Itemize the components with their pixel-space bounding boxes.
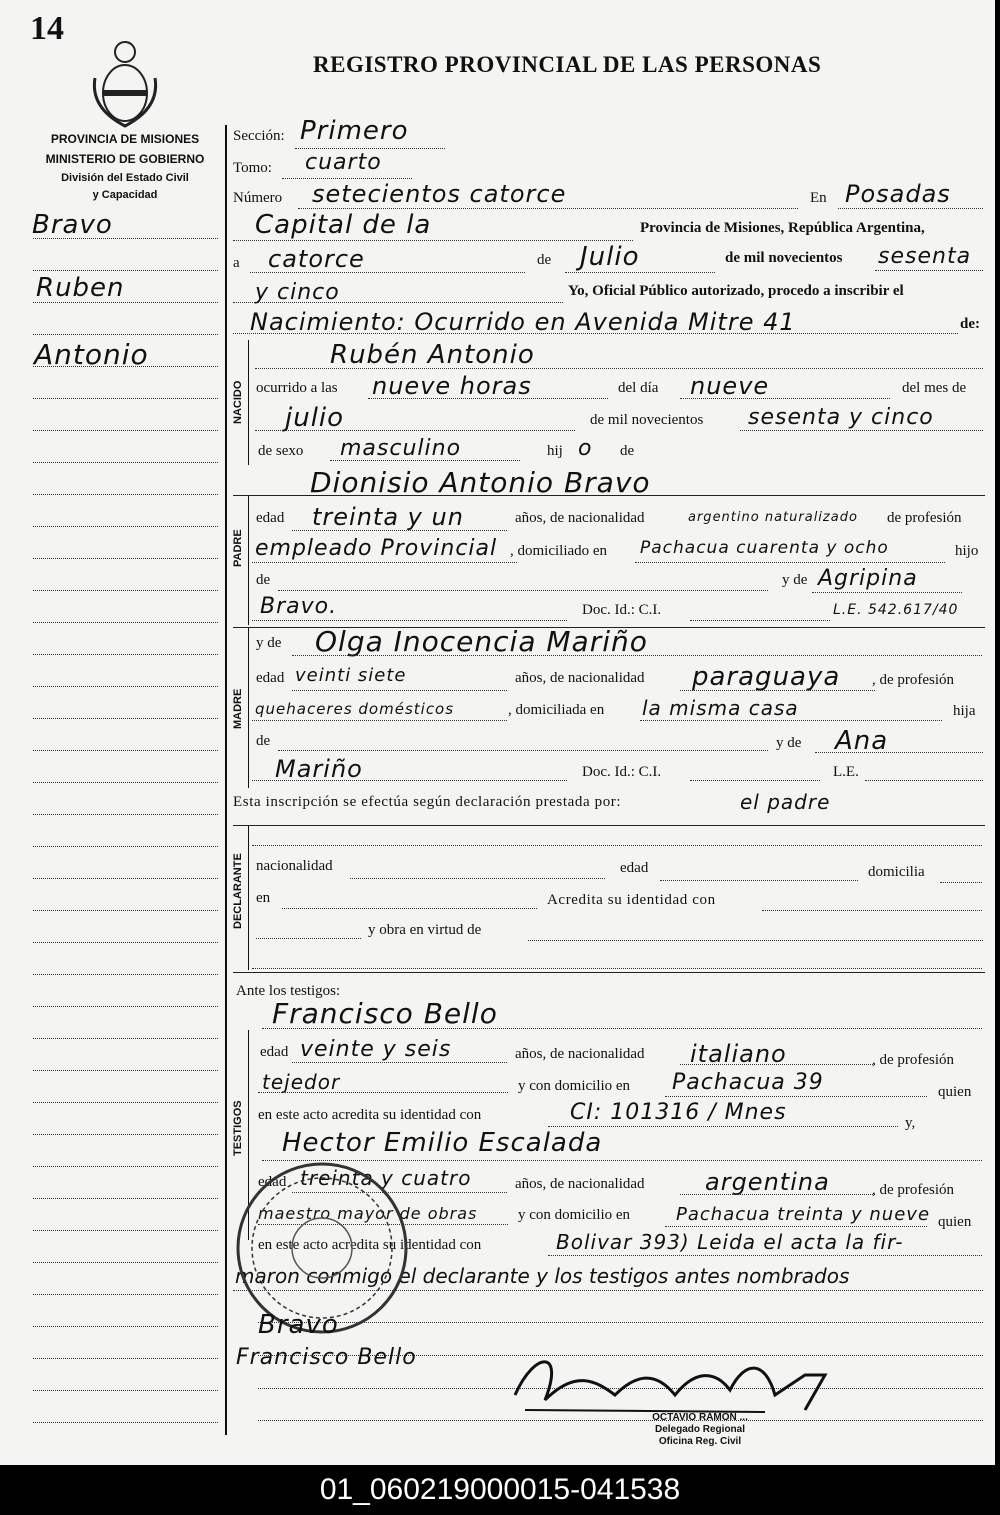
margin-rule-line — [33, 686, 218, 687]
margin-rule-line — [33, 430, 218, 431]
column-divider — [225, 125, 227, 1435]
nacido-dia: nueve — [690, 372, 770, 400]
provincia-text: Provincia de Misiones, República Argentina, — [640, 220, 925, 236]
de-label: de — [537, 252, 552, 268]
padre-dom-label: , domiciliado en — [510, 543, 608, 559]
testigo1-nac: italiano — [690, 1040, 787, 1068]
sexo-value: masculino — [340, 436, 462, 461]
margin-rule-line — [33, 846, 218, 847]
margin-rule-line — [33, 462, 218, 463]
margin-rule-line — [33, 334, 218, 335]
margin-rule-line — [33, 718, 218, 719]
numero-value: setecientos catorce — [312, 180, 567, 208]
testigo1-id: CI: 101316 / Mnes — [570, 1100, 787, 1125]
margin-rule-line — [33, 398, 218, 399]
declarante-divider — [248, 825, 249, 970]
stamp-line-1: OCTAVIO RAMON ... — [652, 1412, 748, 1423]
margin-rule-line — [33, 1134, 218, 1135]
mil-label: de mil novecientos — [725, 250, 843, 266]
seccion-label: Sección: — [233, 128, 285, 144]
margin-rule-line — [33, 782, 218, 783]
margin-rule-line — [33, 1102, 218, 1103]
page-number: 14 — [30, 10, 64, 47]
margin-rule-line — [33, 1070, 218, 1071]
stamp-line-3: Oficina Reg. Civil — [658, 1436, 742, 1447]
padre-doc-label: Doc. Id.: C.I. — [582, 602, 662, 618]
padre-yde-label: y de — [782, 572, 808, 588]
capital-value: Capital de la — [255, 210, 432, 240]
padre-apellido: Bravo. — [260, 594, 338, 619]
issuer-ministry: MINISTERIO DE GOBIERNO — [45, 152, 205, 166]
a-label: a — [233, 255, 240, 271]
margin-surname: Bravo — [32, 210, 113, 240]
en-value: Posadas — [845, 180, 951, 208]
madre-de-label: de — [256, 733, 271, 749]
margin-rule-line — [33, 750, 218, 751]
padre-le: L.E. 542.617/40 — [833, 602, 959, 618]
de-colon: de: — [960, 316, 980, 332]
testigo2-acredita-label: en este acto acredita su identidad con — [258, 1237, 482, 1253]
document-title: REGISTRO PROVINCIAL DE LAS PERSONAS — [313, 52, 822, 77]
nacido-mes: julio — [285, 403, 345, 433]
madre-edad-label: edad — [256, 670, 285, 686]
anio-cont: y cinco — [255, 280, 340, 305]
margin-rule-line — [33, 622, 218, 623]
madre-nombre: Olga Inocencia Mariño — [315, 625, 648, 658]
margin-rule-line — [33, 1166, 218, 1167]
padre-edad-label: edad — [256, 510, 285, 526]
madre-divider — [248, 628, 249, 788]
padre-nac: argentino naturalizado — [688, 510, 858, 525]
declarante-dom-label: domicilia — [868, 864, 925, 880]
testigo1-prof: tejedor — [262, 1070, 341, 1094]
ocurrido-label: ocurrido a las — [256, 380, 338, 396]
testigo2-edad: treinta y cuatro — [300, 1166, 472, 1190]
margin-rule-line — [33, 1326, 218, 1327]
padre-madre-nombre: Agripina — [818, 566, 918, 591]
testigo1-quien-label: quien — [938, 1084, 972, 1100]
madre-nac-label: años, de nacionalidad — [515, 670, 645, 686]
padre-divider — [248, 495, 249, 625]
margin-rule-line — [33, 526, 218, 527]
en-label: En — [810, 190, 827, 206]
del-mes-label: del mes de — [902, 380, 967, 396]
padre-dom: Pachacua cuarenta y ocho — [640, 538, 889, 558]
testigo1-nac-label: años, de nacionalidad — [515, 1046, 645, 1062]
padre-de-label: de — [256, 572, 271, 588]
official-stamp — [600, 1412, 800, 1448]
stamp-line-2: Delegado Regional — [654, 1424, 745, 1435]
numero-label: Número — [233, 190, 283, 206]
sexo-label: de sexo — [258, 443, 304, 459]
issuer-division: División del Estado Civil — [61, 172, 189, 184]
madre-hija-label: hija — [953, 703, 976, 719]
section-nacido: NACIDO — [232, 380, 244, 424]
declarante-obra-label: y obra en virtud de — [368, 922, 482, 938]
margin-rule-line — [33, 878, 218, 879]
margin-rule-line — [33, 910, 218, 911]
testigo2-quien-label: quien — [938, 1214, 972, 1230]
margin-rule-line — [33, 814, 218, 815]
madre-nac: paraguaya — [692, 662, 841, 692]
padre-prof-label: de profesión — [887, 510, 962, 526]
cierre-text: maron conmigo el declarante y los testigos antes nombrados — [235, 1264, 850, 1288]
section-padre: PADRE — [232, 529, 244, 567]
testigo1-nombre: Francisco Bello — [272, 997, 498, 1030]
margin-rule-line — [33, 654, 218, 655]
margin-rule-line — [33, 1262, 218, 1263]
nacido-anio: sesenta y cinco — [748, 405, 934, 430]
section-declarante: DECLARANTE — [232, 853, 244, 929]
margin-rule-line — [33, 974, 218, 975]
madre-dom-label: , domiciliada en — [508, 702, 605, 718]
hora-value: nueve horas — [372, 372, 532, 400]
testigo2-nac-label: años, de nacionalidad — [515, 1176, 645, 1192]
tomo-value: cuarto — [305, 150, 382, 175]
madre-dom: la misma casa — [642, 696, 799, 720]
margin-rule-line — [33, 1198, 218, 1199]
anio-value: sesenta — [878, 244, 972, 269]
testigos-label: Ante los testigos: — [236, 983, 341, 999]
nacido-nombre: Rubén Antonio — [330, 340, 535, 370]
padre-hijo-label: hijo — [955, 543, 979, 559]
margin-middle-name: Antonio — [34, 338, 149, 371]
coat-of-arms-icon — [90, 38, 160, 128]
issuer-capacity: y Capacidad — [92, 189, 158, 201]
margin-rule-line — [33, 590, 218, 591]
issuer-province: PROVINCIA DE MISIONES — [50, 132, 200, 146]
hij-label: hij — [547, 443, 563, 459]
testigo2-id: Bolivar 393) Leida el acta la fir- — [556, 1230, 904, 1254]
acto-value: Nacimiento: Ocurrido en Avenida Mitre 41 — [250, 308, 796, 336]
section-testigos: TESTIGOS — [232, 1100, 244, 1156]
issuer-block — [20, 129, 230, 203]
testigo2-nac: argentina — [705, 1168, 830, 1196]
madre-prof: quehaceres domésticos — [255, 700, 455, 718]
official-signature-icon — [505, 1340, 835, 1420]
seccion-value: Primero — [300, 116, 409, 146]
padre-nac-label: años, de nacionalidad — [515, 510, 645, 526]
margin-rule-line — [33, 942, 218, 943]
madre-apellido: Mariño — [275, 755, 363, 783]
padre-nombre: Dionisio Antonio Bravo — [310, 466, 651, 499]
madre-le-label: L.E. — [833, 764, 859, 780]
margin-rule-line — [33, 270, 218, 271]
madre-yde-label: y de — [256, 635, 282, 651]
signature-bravo: Bravo — [258, 1310, 339, 1340]
testigo2-prof: maestro mayor de obras — [258, 1204, 478, 1223]
testigo1-acredita-label: en este acto acredita su identidad con — [258, 1107, 482, 1123]
testigo1-dom-label: y con domicilio en — [518, 1078, 631, 1094]
testigo1-dom: Pachacua 39 — [672, 1070, 824, 1095]
testigo1-y-label: y, — [905, 1115, 916, 1131]
dia-value: catorce — [268, 245, 365, 273]
madre-doc-label: Doc. Id.: C.I. — [582, 764, 662, 780]
document-id-footer: 01_060219000015-041538 — [0, 1465, 1000, 1515]
margin-rule-line — [33, 1358, 218, 1359]
margin-rule-line — [33, 494, 218, 495]
padre-prof: empleado Provincial — [255, 536, 498, 561]
section-madre: MADRE — [232, 688, 244, 729]
margin-rule-line — [33, 1230, 218, 1231]
margin-rule-line — [33, 1390, 218, 1391]
del-dia-label: del día — [618, 380, 659, 396]
declaracion-text: Esta inscripción se efectúa según declaración prestada por: — [233, 794, 622, 810]
tomo-label: Tomo: — [233, 160, 272, 176]
declaracion-value: el padre — [740, 790, 831, 814]
madre-madre-nombre: Ana — [835, 726, 889, 756]
testigo2-edad-label: edad — [258, 1174, 287, 1190]
testigo2-dom-label: y con domicilio en — [518, 1207, 631, 1223]
testigo1-edad: veinte y seis — [300, 1037, 452, 1062]
testigo1-edad-label: edad — [260, 1044, 289, 1060]
declarante-en-label: en — [256, 890, 271, 906]
madre-prof-label: , de profesión — [872, 672, 955, 688]
margin-rule-line — [33, 1294, 218, 1295]
declarante-edad-label: edad — [620, 860, 649, 876]
madre-yde2-label: y de — [776, 735, 802, 751]
testigo1-prof-label: , de profesión — [872, 1052, 955, 1068]
nacido-mil-label: de mil novecientos — [590, 412, 704, 428]
testigo2-nombre: Hector Emilio Escalada — [282, 1128, 603, 1158]
nacido-de-label: de — [620, 443, 635, 459]
margin-rule-line — [33, 1422, 218, 1423]
margin-first-name: Ruben — [36, 273, 125, 303]
signature-bello: Francisco Bello — [236, 1345, 417, 1370]
margin-rule-line — [33, 558, 218, 559]
declarante-acredita-label: Acredita su identidad con — [547, 892, 716, 908]
margin-rule-line — [33, 1038, 218, 1039]
testigo2-prof-label: , de profesión — [872, 1182, 955, 1198]
nacido-divider — [248, 340, 249, 465]
padre-edad: treinta y un — [312, 503, 464, 531]
declarante-nac-label: nacionalidad — [256, 858, 333, 874]
madre-edad: veinti siete — [295, 665, 407, 686]
mes-value: Julio — [580, 242, 640, 272]
margin-rule-line — [33, 1006, 218, 1007]
hij-value: o — [578, 436, 593, 461]
testigo2-dom: Pachacua treinta y nueve — [676, 1204, 931, 1225]
yo-text: Yo, Oficial Público autorizado, procedo a inscribir el — [568, 283, 904, 299]
